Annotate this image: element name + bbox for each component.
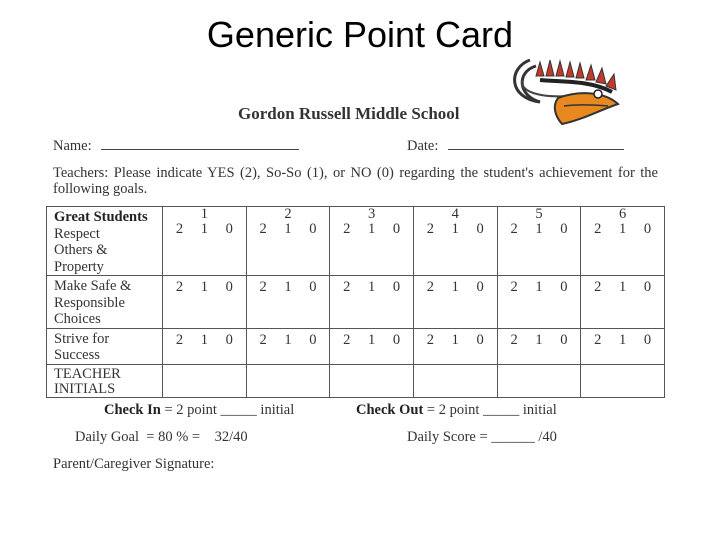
score-option[interactable]: 1 xyxy=(535,221,543,237)
score-option[interactable]: 0 xyxy=(476,331,484,348)
point-grid xyxy=(46,206,665,398)
score-cell xyxy=(497,276,581,329)
score-option[interactable]: 0 xyxy=(309,331,317,348)
score-option[interactable]: 1 xyxy=(368,279,376,295)
score-option[interactable]: 2 xyxy=(426,331,435,348)
score-option[interactable]: 2 xyxy=(594,331,602,348)
period-3-cell xyxy=(330,207,414,276)
score-option[interactable]: 0 xyxy=(392,331,401,348)
score-option[interactable]: 2 xyxy=(510,221,518,237)
score-option[interactable]: 2 xyxy=(343,331,351,348)
score-option[interactable]: 1 xyxy=(284,331,292,348)
check-in-text: = 2 point _____ initial xyxy=(160,402,295,418)
score-option[interactable]: 2 xyxy=(259,279,267,295)
initials-cell[interactable] xyxy=(413,364,497,397)
score-cell xyxy=(413,328,497,364)
score-option[interactable]: 1 xyxy=(284,279,292,295)
goal-line: Responsible xyxy=(54,294,125,311)
period-1-cell xyxy=(163,207,247,276)
score-option[interactable]: 2 xyxy=(259,331,267,348)
date-field xyxy=(407,137,624,155)
score-cell xyxy=(413,276,497,329)
score-option[interactable]: 0 xyxy=(225,331,233,348)
score-option[interactable]: 0 xyxy=(560,221,568,237)
score-cell xyxy=(246,276,330,329)
table-row xyxy=(47,207,665,276)
score-option[interactable]: 1 xyxy=(535,279,543,295)
goal-line: Strive for xyxy=(54,330,110,347)
score-option[interactable]: 1 xyxy=(451,221,459,237)
signature-label: Parent/Caregiver Signature: xyxy=(53,456,215,472)
goal-cell xyxy=(47,276,163,329)
period-number: 3 xyxy=(368,206,376,222)
score-option[interactable]: 1 xyxy=(368,331,376,348)
score-option[interactable]: 2 xyxy=(510,279,518,295)
score-cell xyxy=(163,328,247,364)
check-out-line xyxy=(356,402,557,419)
score-option[interactable]: 0 xyxy=(309,279,317,295)
goal-heading: Great Students xyxy=(54,209,148,225)
initials-cell[interactable] xyxy=(497,364,581,397)
score-cell xyxy=(581,328,665,364)
score-option[interactable]: 1 xyxy=(368,221,376,237)
period-number: 4 xyxy=(451,206,459,222)
score-option[interactable]: 0 xyxy=(643,279,652,295)
period-4-cell xyxy=(413,207,497,276)
score-option[interactable]: 1 xyxy=(200,279,208,295)
check-out-label: Check Out xyxy=(356,402,424,418)
score-option[interactable]: 2 xyxy=(259,221,267,237)
period-number: 6 xyxy=(619,206,627,222)
score-option[interactable]: 2 xyxy=(343,279,351,295)
date-line xyxy=(448,137,624,150)
instructions-text: Teachers: Please indicate YES (2), So-So (1), or NO (0) regarding the student's achievement for the following goals. xyxy=(53,165,658,197)
goal-line: Others & xyxy=(54,242,108,258)
score-cell xyxy=(246,328,330,364)
score-option[interactable]: 2 xyxy=(343,221,351,237)
score-option[interactable]: 1 xyxy=(619,279,627,295)
score-option[interactable]: 1 xyxy=(451,279,459,295)
initials-cell[interactable] xyxy=(246,364,330,397)
name-line xyxy=(101,137,299,150)
score-option[interactable]: 2 xyxy=(175,331,184,348)
score-option[interactable]: 1 xyxy=(284,221,292,237)
goal-cell xyxy=(47,328,163,364)
date-label: Date: xyxy=(407,138,439,154)
score-option[interactable]: 0 xyxy=(643,331,652,348)
score-option[interactable]: 0 xyxy=(560,279,568,295)
score-option[interactable]: 0 xyxy=(392,221,401,237)
score-cell xyxy=(330,328,414,364)
score-cell xyxy=(581,276,665,329)
score-cell xyxy=(163,276,247,329)
score-option[interactable]: 1 xyxy=(619,221,627,237)
score-option[interactable]: 0 xyxy=(643,221,652,237)
check-in-line xyxy=(104,402,294,419)
initials-cell[interactable] xyxy=(581,364,665,397)
table-row xyxy=(47,364,665,397)
score-option[interactable]: 1 xyxy=(535,331,543,348)
score-option[interactable]: 0 xyxy=(560,331,568,348)
period-number: 1 xyxy=(200,206,208,222)
score-option[interactable]: 1 xyxy=(451,331,459,348)
teacher-initials-label: TEACHER INITIALS xyxy=(47,364,163,397)
period-6-cell xyxy=(581,207,665,276)
daily-score: Daily Score = ______ /40 xyxy=(407,429,557,445)
score-option[interactable]: 0 xyxy=(225,279,233,295)
school-name: Gordon Russell Middle School xyxy=(238,104,460,123)
period-2-cell xyxy=(246,207,330,276)
score-option[interactable]: 0 xyxy=(392,279,401,295)
period-5-cell xyxy=(497,207,581,276)
daily-goal: Daily Goal = 80 % = 32/40 xyxy=(75,429,248,445)
check-in-label: Check In xyxy=(104,402,161,418)
name-label: Name: xyxy=(53,138,92,154)
score-option[interactable]: 2 xyxy=(175,221,184,237)
period-number: 5 xyxy=(535,206,543,222)
goal-cell xyxy=(47,207,163,276)
goal-line: Choices xyxy=(54,311,101,327)
initials-cell[interactable] xyxy=(330,364,414,397)
score-option[interactable]: 1 xyxy=(619,331,627,348)
score-option[interactable]: 2 xyxy=(510,331,518,348)
score-option[interactable]: 0 xyxy=(476,279,484,295)
score-option[interactable]: 2 xyxy=(426,221,435,237)
score-option[interactable]: 2 xyxy=(426,279,435,295)
score-option[interactable]: 0 xyxy=(476,221,484,237)
period-number: 2 xyxy=(284,206,292,222)
score-option[interactable]: 2 xyxy=(594,221,602,237)
score-option[interactable]: 1 xyxy=(200,221,208,237)
school-mascot-logo xyxy=(500,50,625,130)
table-row xyxy=(47,276,665,329)
table-row xyxy=(47,328,665,364)
score-option[interactable]: 1 xyxy=(200,331,208,348)
score-cell xyxy=(330,276,414,329)
name-field xyxy=(53,137,299,155)
score-option[interactable]: 0 xyxy=(225,221,233,237)
score-option[interactable]: 0 xyxy=(309,221,317,237)
goal-line: Success xyxy=(54,347,100,363)
score-cell xyxy=(497,328,581,364)
score-option[interactable]: 2 xyxy=(594,279,602,295)
initials-cell[interactable] xyxy=(163,364,247,397)
goal-line: Make Safe & xyxy=(54,278,132,294)
check-out-text: = 2 point _____ initial xyxy=(423,402,557,418)
goal-line: Property xyxy=(54,258,104,275)
goal-line: Respect xyxy=(54,225,100,242)
score-option[interactable]: 2 xyxy=(175,279,184,295)
slide-title: Generic Point Card xyxy=(206,14,514,55)
